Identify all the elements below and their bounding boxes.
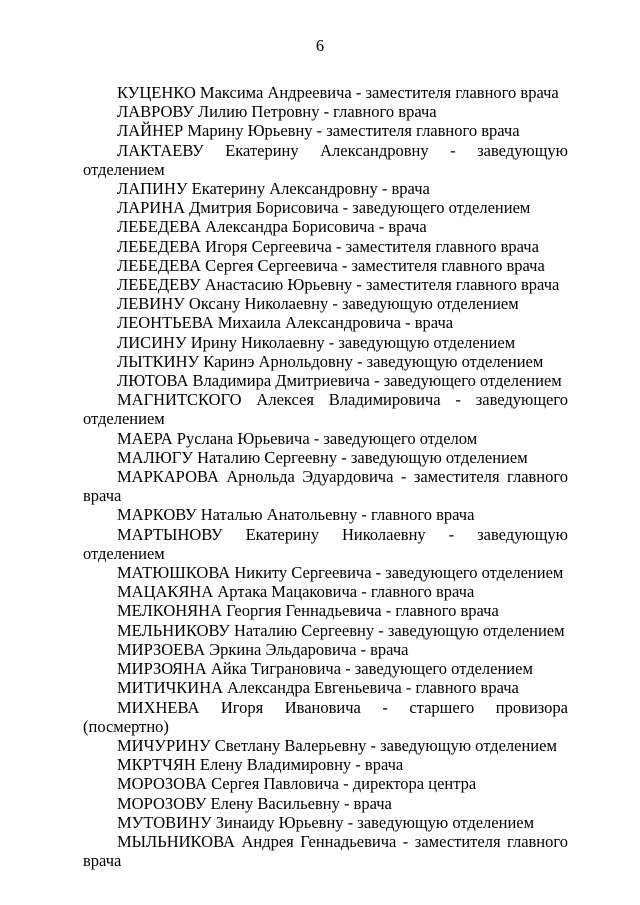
list-item: МОРОЗОВУ Елену Васильевну - врача bbox=[117, 793, 392, 813]
list-item bbox=[83, 390, 568, 428]
list-item: МАРКОВУ Наталью Анатольевну - главного врача bbox=[117, 505, 475, 525]
list-item: ЛАВРОВУ Лилию Петровну - главного врача bbox=[117, 102, 437, 122]
list-item: МКРТЧЯН Елену Владимировну - врача bbox=[117, 755, 404, 775]
list-item: ЛАЙНЕР Марину Юрьевну - заместителя главного врача bbox=[117, 121, 520, 141]
list-item-line: МЫЛЬНИКОВА Андрея Геннадьевича - заместителя главного bbox=[117, 831, 568, 851]
list-item: МАЕРА Руслана Юрьевича - заведующего отделом bbox=[117, 428, 478, 448]
list-item bbox=[83, 467, 568, 505]
list-item: ЛАРИНА Дмитрия Борисовича - заведующего отделением bbox=[117, 198, 531, 218]
list-item: ЛЕВИНУ Оксану Николаевну - заведующую отделением bbox=[117, 294, 519, 314]
list-item: МАЦАКЯНА Артака Мацаковича - главного врача bbox=[117, 582, 475, 602]
list-item: ЛЮТОВА Владимира Дмитриевича - заведующего отделением bbox=[117, 371, 562, 391]
list-item-continuation: отделением bbox=[83, 409, 165, 429]
list-item: МИЧУРИНУ Светлану Валерьевну - заведующую отделением bbox=[117, 735, 557, 755]
list-item: МАРТЫНОВУ Екатерину Николаевну - заведующую отделением bbox=[83, 524, 568, 563]
list-item: МИТИЧКИНА Александра Евгеньевича - главного врача bbox=[117, 678, 519, 698]
list-item: МИРЗОЕВА Эркина Эльдаровича - врача bbox=[117, 639, 409, 659]
list-item: ЛЕБЕДЕВА Сергея Сергеевича - заместителя главного врача bbox=[117, 255, 545, 275]
list-item bbox=[83, 832, 568, 870]
list-item: МАТЮШКОВА Никиту Сергеевича - заведующего отделением bbox=[117, 563, 564, 583]
list-item: ЛЕБЕДЕВА Александра Борисовича - врача bbox=[117, 217, 427, 237]
list-item: МЕЛЬНИКОВУ Наталию Сергеевну - заведующую отделением bbox=[117, 620, 565, 640]
page-number: 6 bbox=[315, 36, 325, 55]
list-item-continuation: врача bbox=[83, 851, 122, 871]
list-item-line: МАРКАРОВА Арнольда Эдуардовича - заместителя главного bbox=[117, 467, 568, 487]
list-item: ЛЫТКИНУ Каринэ Арнольдовну - заведующую отделением bbox=[117, 351, 544, 371]
list-item-continuation: врача bbox=[83, 486, 122, 506]
list-item: ЛЕБЕДЕВА Игоря Сергеевича - заместителя главного врача bbox=[117, 236, 539, 256]
list-item: МЕЛКОНЯНА Георгия Геннадьевича - главного врача bbox=[117, 601, 499, 621]
list-item: ЛЕБЕДЕВУ Анастасию Юрьевну - заместителя главного врача bbox=[117, 275, 560, 295]
list-item: КУЦЕНКО Максима Андреевича - заместителя главного врача bbox=[117, 83, 559, 102]
list-item: ЛЕОНТЬЕВА Михаила Александровича - врача bbox=[117, 313, 454, 333]
list-item: МАЛЮГУ Наталию Сергеевну - заведующую отделением bbox=[117, 447, 528, 467]
list-item: МИРЗОЯНА Айка Тиграновича - заведующего отделением bbox=[117, 659, 533, 679]
list-item-line: МАГНИТСКОГО Алексея Владимировича - заведующего bbox=[117, 390, 568, 410]
list-item: МУТОВИНУ Зинаиду Юрьевну - заведующую отделением bbox=[117, 812, 535, 832]
list-item: ЛАПИНУ Екатерину Александровну - врача bbox=[117, 179, 430, 199]
list-item: МОРОЗОВА Сергея Павловича - директора центра bbox=[117, 774, 477, 794]
list-item: ЛАКТАЕВУ Екатерину Александровну - заведующую отделением bbox=[83, 140, 568, 179]
award-list bbox=[83, 83, 568, 870]
list-item: МИХНЕВА Игоря Ивановича - старшего провизора (посмертно) bbox=[83, 697, 568, 736]
list-item: ЛИСИНУ Ирину Николаевну - заведующую отделением bbox=[117, 332, 516, 352]
